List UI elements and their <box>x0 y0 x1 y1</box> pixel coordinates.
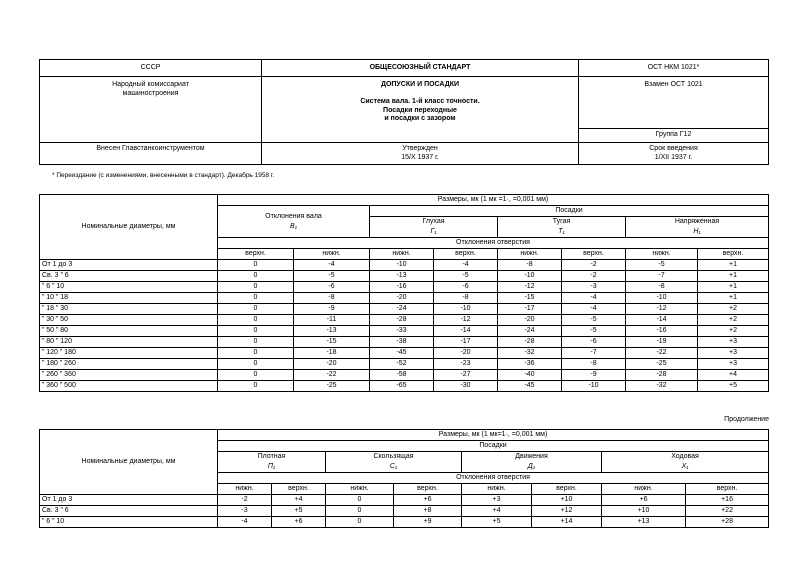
fit-plotnaya-symbol: П₁ <box>267 463 276 470</box>
deviation-cell: -20 <box>370 293 434 304</box>
fit-khodovaya-header <box>602 452 769 473</box>
deviation-cell: -20 <box>434 348 498 359</box>
standard-type-cell: ОБЩЕСОЮЗНЫЙ СТАНДАРТ <box>262 60 579 77</box>
table-row <box>40 381 769 392</box>
deviation-cell: 0 <box>326 495 394 506</box>
deviation-cell: -19 <box>626 337 698 348</box>
deviation-cell: -2 <box>218 495 272 506</box>
fit-napryazhennaya-symbol: Н₁ <box>693 228 701 235</box>
deviation-cell: +2 <box>698 304 769 315</box>
deviation-cell: -32 <box>498 348 562 359</box>
fits-header-2: Посадки <box>218 441 769 452</box>
deviation-cell: 0 <box>326 517 394 528</box>
subheader-cell: верхн. <box>686 484 769 495</box>
subheader-cell: нижн. <box>498 249 562 260</box>
deviation-cell: -4 <box>434 260 498 271</box>
deviation-cell: -12 <box>498 282 562 293</box>
effective-cell <box>579 142 769 165</box>
deviation-cell: -20 <box>294 359 370 370</box>
fit-plotnaya-label: Плотная <box>257 453 286 460</box>
tolerance-table-2 <box>39 429 769 528</box>
deviation-cell: 0 <box>218 315 294 326</box>
deviation-cell: 0 <box>218 293 294 304</box>
table-row <box>40 506 769 517</box>
fit-dvizheniya-header <box>462 452 602 473</box>
deviation-cell: -22 <box>294 370 370 381</box>
deviation-cell: +5 <box>272 506 326 517</box>
diameter-range-cell: ” 260 ” 360 <box>40 370 218 381</box>
ussr-cell: СССР <box>40 60 262 77</box>
deviation-cell: 0 <box>218 381 294 392</box>
fit-khodovaya-label: Ходовая <box>671 453 699 460</box>
subheader-cell: нижн. <box>626 249 698 260</box>
deviation-cell: +9 <box>394 517 462 528</box>
deviation-cell: -28 <box>370 315 434 326</box>
subheader-cell: верхн. <box>532 484 602 495</box>
fit-dvizheniya-label: Движения <box>515 453 548 460</box>
deviation-cell: +28 <box>686 517 769 528</box>
diameter-range-cell: ” 6 ” 10 <box>40 517 218 528</box>
deviation-cell: -8 <box>562 359 626 370</box>
diameter-range-cell: ” 180 ” 260 <box>40 359 218 370</box>
deviation-cell: -6 <box>562 337 626 348</box>
table-row <box>40 337 769 348</box>
deviation-cell: -3 <box>562 282 626 293</box>
deviation-cell: -5 <box>434 271 498 282</box>
deviation-cell: -4 <box>562 293 626 304</box>
subtitle-line-3: и посадки с зазором <box>384 115 456 123</box>
deviation-cell: -5 <box>294 271 370 282</box>
hole-deviation-header: Отклонения отверстия <box>218 238 769 249</box>
reissue-note: * Переиздание (с изменениями, внесенными в стандарт). Декабрь 1958 г. <box>52 172 275 179</box>
deviation-cell: -14 <box>434 326 498 337</box>
deviation-cell: -6 <box>434 282 498 293</box>
deviation-cell: -40 <box>498 370 562 381</box>
deviation-cell: -11 <box>294 315 370 326</box>
table-row <box>40 293 769 304</box>
deviation-cell: -12 <box>626 304 698 315</box>
deviation-cell: -25 <box>626 359 698 370</box>
deviation-cell: -4 <box>218 517 272 528</box>
table-row <box>40 517 769 528</box>
deviation-cell: +5 <box>698 381 769 392</box>
deviation-cell: 0 <box>218 304 294 315</box>
deviation-cell: +14 <box>532 517 602 528</box>
table-row <box>40 315 769 326</box>
deviation-cell: -52 <box>370 359 434 370</box>
table-row <box>40 304 769 315</box>
deviation-cell: -5 <box>562 326 626 337</box>
table-row <box>40 271 769 282</box>
deviation-cell: 0 <box>218 359 294 370</box>
deviation-cell: -38 <box>370 337 434 348</box>
deviation-cell: -3 <box>218 506 272 517</box>
group-cell: Группа Г12 <box>579 129 769 143</box>
deviation-cell: -8 <box>498 260 562 271</box>
deviation-cell: -8 <box>434 293 498 304</box>
deviation-cell: -9 <box>562 370 626 381</box>
deviation-cell: -22 <box>626 348 698 359</box>
fit-dvizheniya-symbol: Д₁ <box>527 463 536 470</box>
deviation-cell: +1 <box>698 271 769 282</box>
deviation-cell: 0 <box>218 326 294 337</box>
deviation-cell: -18 <box>294 348 370 359</box>
deviation-cell: -65 <box>370 381 434 392</box>
deviation-cell: +2 <box>698 326 769 337</box>
subheader-cell: верхн. <box>394 484 462 495</box>
deviation-cell: -58 <box>370 370 434 381</box>
deviation-cell: +6 <box>602 495 686 506</box>
deviation-cell: -10 <box>498 271 562 282</box>
subheader-cell: нижн. <box>370 249 434 260</box>
deviation-cell: 0 <box>218 370 294 381</box>
deviation-cell: -10 <box>562 381 626 392</box>
diameter-range-cell: От 1 до 3 <box>40 495 218 506</box>
deviation-cell: -7 <box>626 271 698 282</box>
deviation-cell: -17 <box>498 304 562 315</box>
deviation-cell: 0 <box>218 282 294 293</box>
deviation-cell: -12 <box>434 315 498 326</box>
table-row <box>40 326 769 337</box>
diameter-range-cell: ” 18 ” 30 <box>40 304 218 315</box>
deviation-cell: -15 <box>498 293 562 304</box>
fits-header: Посадки <box>370 206 769 217</box>
deviation-cell: +3 <box>462 495 532 506</box>
subheader-cell: верхн. <box>698 249 769 260</box>
deviation-cell: -24 <box>370 304 434 315</box>
deviation-cell: +4 <box>698 370 769 381</box>
col-diameters-header-2: Номинальные диаметры, мм <box>40 430 218 495</box>
deviation-cell: +1 <box>698 260 769 271</box>
standard-title: ДОПУСКИ И ПОСАДКИ <box>380 81 460 88</box>
table-row <box>40 370 769 381</box>
deviation-cell: +3 <box>698 359 769 370</box>
deviation-cell: -30 <box>434 381 498 392</box>
shaft-symbol: B₁ <box>290 222 297 230</box>
deviation-cell: +8 <box>394 506 462 517</box>
fit-gluhaya-symbol: Г₁ <box>430 228 437 235</box>
subheader-cell: нижн. <box>218 484 272 495</box>
deviation-cell: +5 <box>462 517 532 528</box>
table-row <box>40 260 769 271</box>
fit-tugaya-symbol: Т₁ <box>558 228 565 235</box>
hole-deviation-header-2: Отклонения отверстия <box>218 473 769 484</box>
fit-napryazhennaya-label: Напряженная <box>674 218 720 225</box>
table-row <box>40 348 769 359</box>
fit-skolzyashchaya-symbol: С₁ <box>389 463 398 470</box>
organization-cell <box>40 77 262 143</box>
deviation-cell: 0 <box>326 506 394 517</box>
fit-skolzyashchaya-label: Скользящая <box>373 453 414 460</box>
fit-plotnaya-header <box>218 452 326 473</box>
shaft-deviation-header <box>218 206 370 238</box>
deviation-cell: -9 <box>294 304 370 315</box>
subheader-cell: нижн. <box>294 249 370 260</box>
standard-number-cell: ОСТ НКМ 1021* <box>579 60 769 77</box>
deviation-cell: -8 <box>294 293 370 304</box>
subheader-cell: нижн. <box>602 484 686 495</box>
subtitle-line-1: Система вала. 1-й класс точности. <box>360 97 480 105</box>
shaft-deviation-label: Отклонения вала <box>265 212 322 220</box>
deviation-cell: +4 <box>462 506 532 517</box>
subheader-cell: верхн. <box>218 249 294 260</box>
deviation-cell: -4 <box>562 304 626 315</box>
approved-cell <box>262 142 579 165</box>
deviation-cell: -8 <box>626 282 698 293</box>
deviation-cell: -2 <box>562 271 626 282</box>
deviation-cell: +3 <box>698 348 769 359</box>
fit-skolzyashchaya-header <box>326 452 462 473</box>
diameter-range-cell: ” 80 ” 120 <box>40 337 218 348</box>
introduced-by-cell: Внесен Главстанкоинструментом <box>40 142 262 165</box>
effective-date: 1/XII 1937 г. <box>654 153 693 161</box>
diameter-range-cell: ” 10 ” 18 <box>40 293 218 304</box>
deviation-cell: -13 <box>294 326 370 337</box>
deviation-cell: -20 <box>498 315 562 326</box>
deviation-cell: -17 <box>434 337 498 348</box>
sizes-header: Размеры, мк (1 мк =1·, =0,001 мм) <box>218 195 769 206</box>
deviation-cell: +16 <box>686 495 769 506</box>
subheader-cell: нижн. <box>326 484 394 495</box>
deviation-cell: -14 <box>626 315 698 326</box>
diameter-range-cell: ” 360 ” 500 <box>40 381 218 392</box>
approved-label: Утвержден <box>402 144 438 152</box>
approved-date: 15/X 1937 г. <box>401 153 439 161</box>
deviation-cell: +6 <box>394 495 462 506</box>
deviation-cell: 0 <box>218 271 294 282</box>
sizes-header-2: Размеры, мк (1 мк=1·, =0,001 мм) <box>218 430 769 441</box>
diameter-range-cell: ” 50 ” 80 <box>40 326 218 337</box>
deviation-cell: -25 <box>294 381 370 392</box>
deviation-cell: -28 <box>498 337 562 348</box>
diameter-range-cell: ” 30 ” 50 <box>40 315 218 326</box>
standard-header-table <box>39 59 769 165</box>
deviation-cell: -13 <box>370 271 434 282</box>
deviation-cell: +1 <box>698 282 769 293</box>
diameter-range-cell: Св. 3 ” 6 <box>40 271 218 282</box>
deviation-cell: -5 <box>626 260 698 271</box>
deviation-cell: -28 <box>626 370 698 381</box>
deviation-cell: +4 <box>272 495 326 506</box>
deviation-cell: -10 <box>370 260 434 271</box>
deviation-cell: 0 <box>218 337 294 348</box>
table-row <box>40 282 769 293</box>
deviation-cell: -2 <box>562 260 626 271</box>
deviation-cell: -45 <box>498 381 562 392</box>
table-row <box>40 495 769 506</box>
subheader-cell: верхн. <box>434 249 498 260</box>
deviation-cell: -27 <box>434 370 498 381</box>
diameter-range-cell: ” 120 ” 180 <box>40 348 218 359</box>
subheader-cell: верхн. <box>562 249 626 260</box>
fit-gluhaya-label: Глухая <box>422 218 445 225</box>
deviation-cell: +13 <box>602 517 686 528</box>
col-diameters-header: Номинальные диаметры, мм <box>40 195 218 260</box>
fit-tugaya-header <box>498 217 626 238</box>
deviation-cell: -45 <box>370 348 434 359</box>
continuation-label: Продолжение <box>724 416 769 423</box>
deviation-cell: +3 <box>698 337 769 348</box>
deviation-cell: -36 <box>498 359 562 370</box>
deviation-cell: -23 <box>434 359 498 370</box>
subtitle-line-2: Посадки переходные <box>383 106 457 114</box>
deviation-cell: -6 <box>294 282 370 293</box>
deviation-cell: +2 <box>698 315 769 326</box>
deviation-cell: -33 <box>370 326 434 337</box>
tolerance-table-1 <box>39 194 769 392</box>
fit-tugaya-label: Тугая <box>552 218 571 225</box>
deviation-cell: +6 <box>272 517 326 528</box>
fit-gluhaya-header <box>370 217 498 238</box>
deviation-cell: -5 <box>562 315 626 326</box>
deviation-cell: -4 <box>294 260 370 271</box>
organization: Народный комиссариат машиностроения <box>112 81 189 97</box>
diameter-range-cell: Св. 3 ” 6 <box>40 506 218 517</box>
deviation-cell: -15 <box>294 337 370 348</box>
deviation-cell: +22 <box>686 506 769 517</box>
replaces-cell: Взамен ОСТ 1021 <box>579 77 769 129</box>
title-cell <box>262 77 579 143</box>
table-row <box>40 359 769 370</box>
deviation-cell: +12 <box>532 506 602 517</box>
fit-napryazhennaya-header <box>626 217 769 238</box>
diameter-range-cell: ” 6 ” 10 <box>40 282 218 293</box>
effective-label: Срок введения <box>649 144 698 152</box>
subheader-cell: нижн. <box>462 484 532 495</box>
subheader-cell: верхн. <box>272 484 326 495</box>
deviation-cell: -10 <box>626 293 698 304</box>
fit-khodovaya-symbol: Х₁ <box>681 463 689 470</box>
deviation-cell: -16 <box>626 326 698 337</box>
deviation-cell: +1 <box>698 293 769 304</box>
diameter-range-cell: От 1 до 3 <box>40 260 218 271</box>
deviation-cell: -7 <box>562 348 626 359</box>
deviation-cell: +10 <box>532 495 602 506</box>
deviation-cell: 0 <box>218 260 294 271</box>
deviation-cell: -24 <box>498 326 562 337</box>
deviation-cell: -16 <box>370 282 434 293</box>
deviation-cell: +10 <box>602 506 686 517</box>
deviation-cell: 0 <box>218 348 294 359</box>
deviation-cell: -10 <box>434 304 498 315</box>
deviation-cell: -32 <box>626 381 698 392</box>
